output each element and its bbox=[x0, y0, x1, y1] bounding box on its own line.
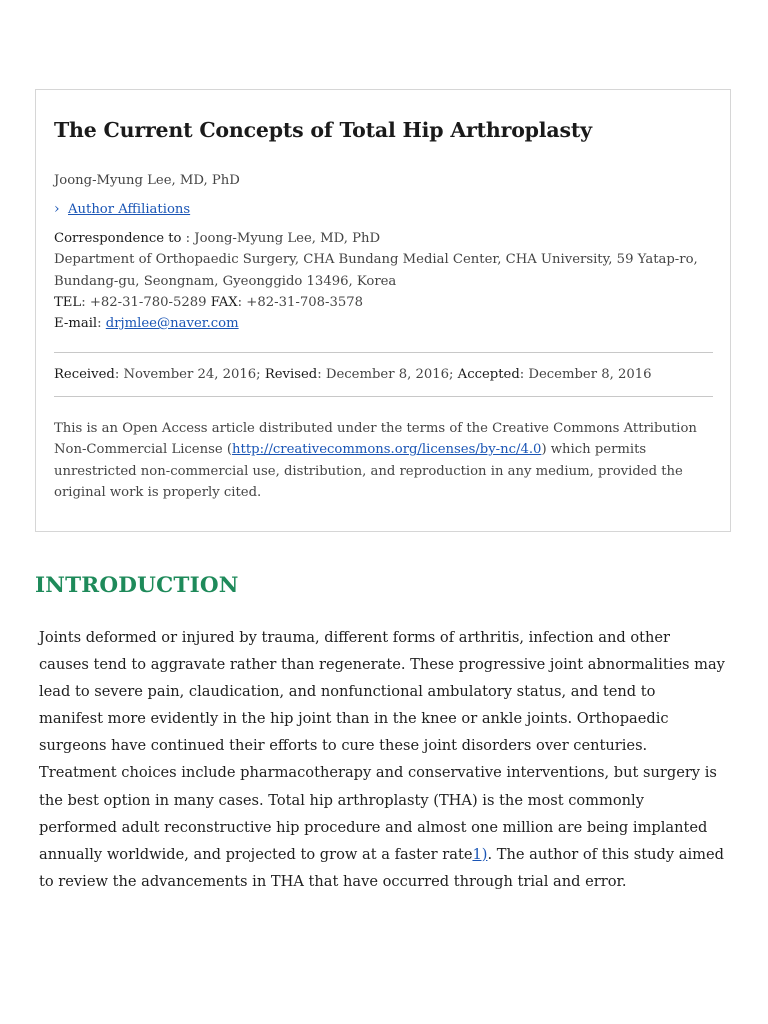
author-name: Joong-Myung Lee, MD, PhD bbox=[54, 173, 240, 188]
introduction-heading: INTRODUCTION bbox=[35, 573, 239, 598]
divider-bottom bbox=[54, 396, 713, 397]
license-line4: original work is properly cited. bbox=[54, 484, 262, 500]
correspondence-address-line2: Bundang-gu, Seongnam, Gyeonggido 13496, Korea bbox=[54, 273, 397, 289]
paragraph-line: causes tend to aggravate rather than regenerate. These progressive joint abnormalities may bbox=[39, 656, 725, 674]
reference-link-1[interactable]: 1) bbox=[472, 845, 488, 863]
email-label: E-mail bbox=[54, 316, 98, 332]
correspondence-address-line1: Department of Orthopaedic Surgery, CHA Bundang Medial Center, CHA University, 59 Yatap-ro, bbox=[54, 252, 698, 268]
license-notice bbox=[54, 418, 714, 503]
article-title: The Current Concepts of Total Hip Arthroplasty bbox=[54, 118, 592, 142]
fax-label: FAX bbox=[210, 294, 238, 310]
paragraph-line: Treatment choices include pharmacotherapy and conservative interventions, but surgery is bbox=[39, 764, 717, 782]
paragraph-line-pre: annually worldwide, and projected to grow at a faster rate bbox=[39, 845, 473, 863]
paragraph-line: manifest more evidently in the hip joint than in the knee or ankle joints. Orthopaedic bbox=[39, 710, 669, 728]
paragraph-line: surgeons have continued their efforts to cure these joint disorders over centuries. bbox=[39, 737, 648, 755]
revised-date: : December 8, 2016; bbox=[317, 367, 458, 382]
article-dates bbox=[54, 367, 652, 382]
accepted-date: : December 8, 2016 bbox=[519, 367, 652, 382]
email-separator: : bbox=[97, 316, 106, 332]
fax-value: : +82-31-708-3578 bbox=[237, 294, 364, 310]
license-line2-post: ) which permits bbox=[541, 442, 647, 458]
tel-value: : +82-31-780-5289 bbox=[81, 294, 211, 310]
license-line2-pre: Non-Commercial License ( bbox=[54, 442, 233, 458]
paragraph-line: performed adult reconstructive hip procedure and almost one million are being implanted bbox=[39, 818, 708, 836]
correspondence-name: Joong-Myung Lee, MD, PhD bbox=[194, 231, 381, 246]
revised-label: Revised bbox=[264, 367, 318, 382]
correspondence-separator: : bbox=[181, 231, 195, 246]
introduction-paragraph bbox=[39, 624, 725, 895]
chevron-right-icon: › bbox=[54, 201, 60, 217]
received-label: Received bbox=[54, 367, 115, 382]
paragraph-line: Joints deformed or injured by trauma, different forms of arthritis, infection and other bbox=[39, 629, 671, 646]
correspondence-block bbox=[54, 228, 698, 334]
author-affiliations-link[interactable]: Author Affiliations bbox=[68, 202, 191, 217]
paragraph-line: to review the advancements in THA that have occurred through trial and error. bbox=[39, 872, 627, 890]
license-line1: This is an Open Access article distributed under the terms of the Creative Commons Attribution bbox=[54, 421, 697, 436]
author-affiliations-toggle[interactable] bbox=[54, 201, 190, 217]
correspondence-label: Correspondence to bbox=[54, 231, 182, 246]
divider-top bbox=[54, 352, 713, 353]
paragraph-line-post: . The author of this study aimed bbox=[487, 845, 724, 863]
license-link[interactable]: http://creativecommons.org/licenses/by-nc/4.0 bbox=[232, 442, 542, 458]
license-line3: unrestricted non-commercial use, distribution, and reproduction in any medium, provided the bbox=[54, 463, 683, 479]
tel-label: TEL bbox=[54, 294, 82, 310]
paragraph-line: the best option in many cases. Total hip arthroplasty (THA) is the most commonly bbox=[39, 791, 644, 809]
accepted-label: Accepted bbox=[457, 367, 520, 382]
article-header-card bbox=[35, 89, 731, 532]
email-link[interactable]: drjmlee@naver.com bbox=[105, 316, 239, 332]
paragraph-line: lead to severe pain, claudication, and nonfunctional ambulatory status, and tend to bbox=[39, 683, 656, 701]
received-date: : November 24, 2016; bbox=[114, 367, 265, 382]
